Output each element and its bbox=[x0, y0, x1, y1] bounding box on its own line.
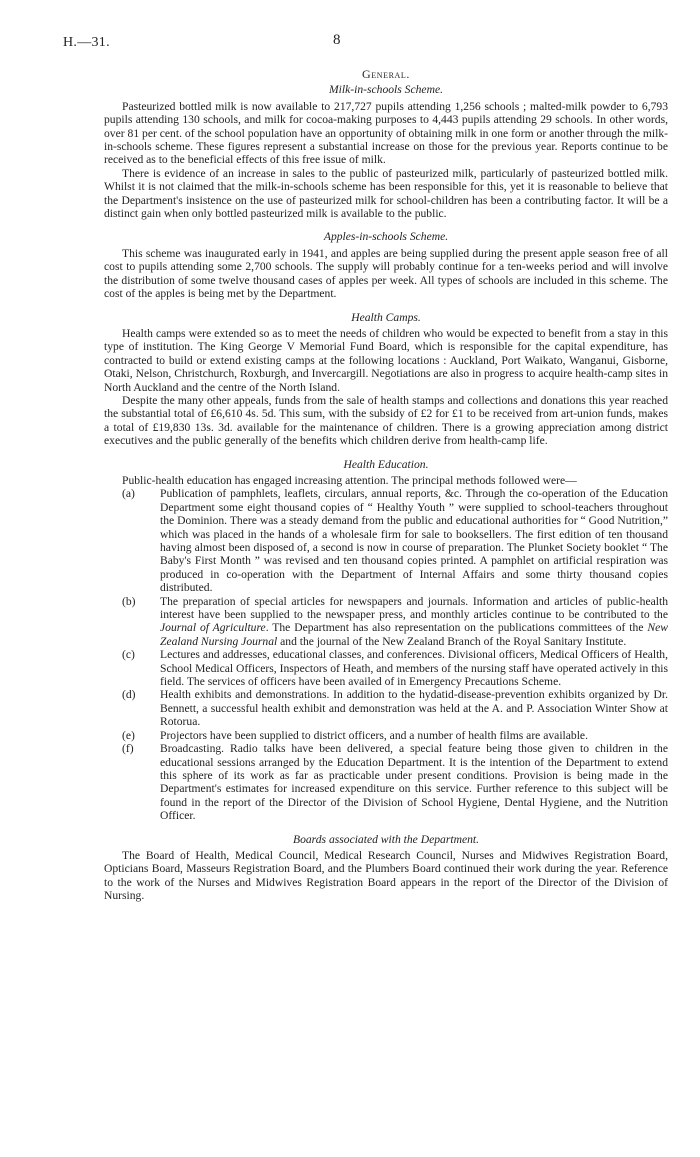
page-body bbox=[104, 68, 668, 903]
list-item-label: (c) bbox=[122, 648, 135, 662]
subheading-health-camps: Health Camps. bbox=[351, 310, 421, 324]
education-methods-list bbox=[104, 487, 668, 822]
boards-paragraph-1: The Board of Health, Medical Council, Medical Research Council, Nurses and Midwives Registration Board, Opticians Board, Masseurs Registration Board, and the Plumbers Board continued their work during the year. Reference to the work of the Nurses and Midwives Registration Board appears in the report of the Director of the Division of Nursing. bbox=[104, 848, 668, 903]
list-item bbox=[104, 487, 668, 594]
education-intro: Public-health education has engaged increasing attention. The principal methods followed were— bbox=[122, 473, 577, 487]
subheading-health-education: Health Education. bbox=[343, 457, 429, 471]
journal-title: Journal of Agriculture bbox=[160, 621, 266, 635]
apples-paragraph-1: This scheme was inaugurated early in 1941, and apples are being supplied during the present apple season free of all cost to pupils attending some 2,700 schools. The supply will probably continue for a ten-weeks period and will involve the distribution of some twelve thousand cases of apples per week. All types of schools are included in this scheme. The cost of the apples is being met by the Department. bbox=[104, 246, 668, 301]
list-item-text: . The Department has also representation on the publications committees of the bbox=[265, 621, 648, 635]
list-item-text: Health exhibits and demonstrations. In addition to the hydatid-disease-prevention exhibits organized by Dr. Bennett, a successful health exhibit and demonstration was held at the A. and P. Association Winter Show at Rotorua. bbox=[160, 688, 668, 729]
list-item bbox=[104, 648, 668, 688]
page-number: 8 bbox=[333, 32, 341, 48]
milk-paragraph-1: Pasteurized bottled milk is now available to 217,727 pupils attending 1,256 schools ; malted-milk powder to 6,793 pupils attending 130 schools, and milk for cocoa-making purposes to 4,443 pupils attending 29 schools. In other words, over 81 per cent. of the school population have an opportunity of obtaining milk in one form or another through the milk-in-schools scheme. These figures represent a substantial increase on those for the previous year. Reports continue to be received as to the beneficial effects of this free issue of milk. bbox=[104, 99, 668, 167]
subheading-apples: Apples-in-schools Scheme. bbox=[323, 230, 449, 244]
milk-paragraph-2: There is evidence of an increase in sales to the public of pasteurized milk, particularly of pasteurized bottled milk. Whilst it is not claimed that the milk-in-schools scheme has been responsible for this, yet it is reasonable to believe that the Department's insistence on the use of pasteurized milk for school-children has been a contributing factor. It will be a distinct gain when only bottled pasteurized milk is available to the public. bbox=[104, 166, 668, 221]
list-item bbox=[104, 688, 668, 728]
list-item-label: (d) bbox=[122, 688, 136, 702]
report-code: H.—31. bbox=[63, 35, 110, 50]
list-item-label: (a) bbox=[122, 487, 135, 501]
list-item bbox=[104, 729, 668, 742]
list-item-text: Lectures and addresses, educational classes, and conferences. Divisional officers, Medical Officers of Health, School Medical Officers, Inspectors of Heath, and members of the nursing staff have operated actively in this field. The services of officers have been availed of in Emergency Precautions Scheme. bbox=[160, 648, 668, 689]
list-item bbox=[104, 595, 668, 649]
section-heading: General. bbox=[361, 67, 411, 81]
list-item-label: (b) bbox=[122, 594, 136, 608]
list-item-text: Projectors have been supplied to district officers, and a number of health films are available. bbox=[160, 728, 588, 742]
camps-paragraph-2: Despite the many other appeals, funds from the sale of health stamps and collections and donations this year reached the substantial total of £6,610 4s. 5d. This sum, with the subsidy of £2 for £1 to be received from art-union funds, makes a total of £19,830 13s. 3d. available for the maintenance of children. There is a growing appreciation among district executives and the public generally of the benefits which children derive from health-camp life. bbox=[104, 393, 668, 448]
list-item-label: (e) bbox=[122, 728, 135, 742]
list-item-text: and the journal of the New Zealand Branch of the Royal Sanitary Institute. bbox=[277, 634, 627, 648]
camps-paragraph-1: Health camps were extended so as to meet the needs of children who would be expected to benefit from a stay in this type of institution. The King George V Memorial Fund Board, which is responsible for the capital expenditure, has contracted to build or extend existing camps at the following locations : Auckland, Port Waikato, Wanganui, Gisborne, Otaki, Nelson, Christchurch, Roxburgh, and Invercargill. Negotiations are also in progress to acquire health-camp sites in North Auckland and the centre of the North Island. bbox=[104, 326, 668, 394]
list-item bbox=[104, 742, 668, 822]
subheading-milk: Milk-in-schools Scheme. bbox=[329, 83, 443, 97]
list-item-label: (f) bbox=[122, 742, 134, 756]
list-item-text: The preparation of special articles for newspapers and journals. Information and articles of public-health interest have been supplied to the newspaper press, and monthly articles continue to be contributed to the bbox=[160, 594, 668, 622]
list-item-text: Publication of pamphlets, leaflets, circulars, annual reports, &c. Through the co-operation of the Education Department some eight thousand copies of “ Healthy Youth ” were supplied to school-teachers throughout the Dominion. There was a steady demand from the public and educational authorities for “ Good Nutrition,” which was placed in the hands of a wholesale firm for sale to booksellers. The first edition of ten thousand having almost been disposed of, a second is now in course of preparation. The Plunket Society booklet “ The Baby's First Month ” was revised and ten thousand copies printed. A pamphlet on artificial respiration was produced in co-operation with the Department of Internal Affairs and some thirty thousand copies distributed. bbox=[160, 487, 668, 595]
journal-title: New Zealand Nursing Journal bbox=[160, 621, 668, 648]
subheading-boards: Boards associated with the Department. bbox=[292, 832, 480, 846]
list-item-text: Broadcasting. Radio talks have been delivered, a special feature being those given to children in the educational sessions arranged by the Education Department. It is the intention of the Department to extend this sphere of its work as far as practicable under present conditions. Provision is being made in the Department's estimates for increased expenditure on this service. Further reference to this subject will be found in the report of the Director of the Division of School Hygiene, Dental Hygiene, and the Nutrition Officer. bbox=[160, 742, 668, 823]
